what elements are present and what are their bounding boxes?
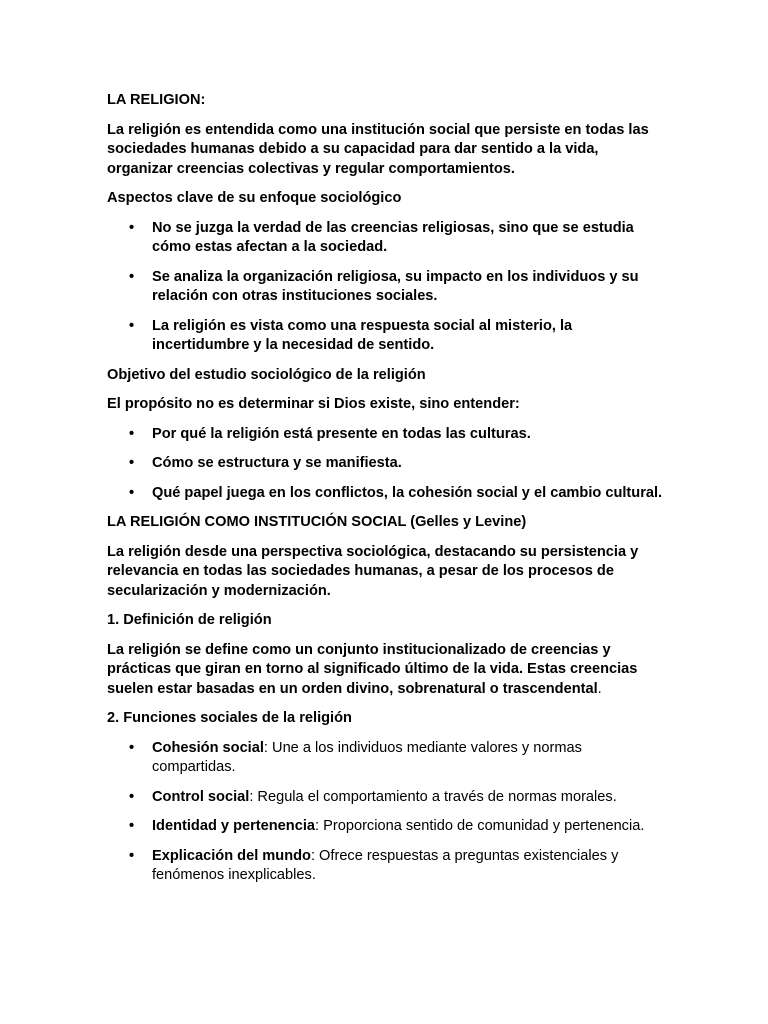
definition-period: . (597, 680, 602, 697)
bullet-icon: • (129, 788, 135, 805)
definition-text: La religión se define como un conjunto institucionalizado de creencias y prácticas que giran en torno al significado último de la vida. Estas creencias suelen estar basadas en un orden divino, sobrenatural o trascendental (107, 641, 638, 697)
document-title: LA RELIGION: (107, 92, 206, 108)
objectives-list (107, 425, 667, 504)
function-term: Explicación del mundo (152, 847, 311, 864)
list-item-text: Qué papel juega en los conflictos, la cohesión social y el cambio cultural. (152, 484, 663, 501)
list-item (107, 268, 667, 307)
list-item-text: Cómo se estructura y se manifiesta. (152, 455, 402, 471)
definition-paragraph (107, 641, 667, 700)
bullet-icon: • (129, 268, 135, 285)
function-term: Cohesión social (152, 739, 264, 756)
bullet-icon: • (129, 425, 135, 442)
aspects-heading: Aspectos clave de su enfoque sociológico (107, 190, 402, 206)
function-description: : Proporciona sentido de comunidad y pertenencia. (315, 818, 645, 834)
list-item-text: Se analiza la organización religiosa, su impacto en los individuos y su relación con otras instituciones sociales. (152, 268, 639, 304)
list-item (107, 317, 667, 356)
list-item (107, 219, 667, 258)
bullet-icon: • (129, 219, 135, 236)
list-item-text: La religión es vista como una respuesta social al misterio, la incertidumbre y la necesidad de sentido. (152, 317, 573, 353)
function-description: : Regula el comportamiento a través de normas morales. (249, 788, 617, 805)
list-item-text: Por qué la religión está presente en todas las culturas. (152, 425, 531, 442)
bullet-icon: • (129, 818, 135, 834)
bullet-icon: • (129, 455, 135, 471)
list-item (107, 484, 667, 504)
objective-intro: El propósito no es determinar si Dios existe, sino entender: (107, 396, 520, 412)
list-item (107, 847, 667, 886)
function-term: Control social (152, 788, 250, 805)
aspects-list (107, 219, 667, 356)
functions-list (107, 739, 667, 886)
bullet-icon: • (129, 317, 135, 334)
list-item-text: No se juzga la verdad de las creencias religiosas, sino que se estudia cómo estas afectan a la sociedad. (152, 219, 634, 255)
objective-heading: Objetivo del estudio sociológico de la religión (107, 366, 426, 383)
list-item (107, 788, 667, 808)
intro-paragraph: La religión es entendida como una institución social que persiste en todas las sociedades humanas debido a su capacidad para dar sentido a la vida, organizar creencias colectivas y regular comportamientos. (107, 121, 649, 177)
function-term: Identidad y pertenencia (152, 818, 316, 834)
list-item (107, 817, 667, 837)
document-body (107, 91, 667, 896)
list-item (107, 454, 667, 474)
list-item (107, 425, 667, 445)
bullet-icon: • (129, 847, 135, 864)
definition-heading: 1. Definición de religión (107, 612, 272, 628)
function-description: : Ofrece respuestas a preguntas existenciales y fenómenos inexplicables. (152, 847, 619, 883)
bullet-icon: • (129, 484, 135, 501)
institution-paragraph: La religión desde una perspectiva sociológica, destacando su persistencia y relevancia en todas las sociedades humanas, a pesar de los procesos de secularización y modernización. (107, 543, 639, 599)
list-item (107, 739, 667, 778)
institution-heading: LA RELIGIÓN COMO INSTITUCIÓN SOCIAL (Gelles y Levine) (107, 514, 527, 530)
function-description: : Une a los individuos mediante valores y normas compartidas. (152, 739, 582, 775)
bullet-icon: • (129, 739, 135, 756)
functions-heading: 2. Funciones sociales de la religión (107, 710, 352, 726)
